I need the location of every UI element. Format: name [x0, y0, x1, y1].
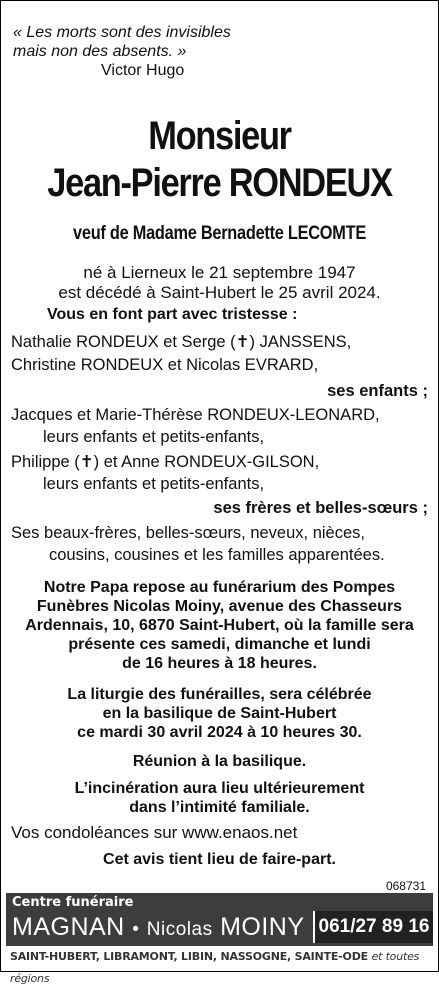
cremation-info [1, 779, 438, 817]
siblings-label: ses frères et belles-sœurs ; [213, 499, 428, 517]
info-line: L’incinération aura lieu ultérieurement [74, 780, 365, 797]
family-line: Ses beaux-frères, belles-sœurs, neveux, nièces, [11, 524, 365, 542]
family-line: Jacques et Marie-Thérèse RONDEUX-LEONARD, [11, 406, 380, 424]
widow-of: veuf de Madame Bernadette LECOMTE [73, 223, 366, 244]
announcement: Vous en font part avec tristesse : [47, 306, 298, 323]
info-line: ce mardi 30 avril 2024 à 10 heures 30. [77, 724, 362, 741]
family-line: Christine RONDEUX et Nicolas EVRARD, [11, 356, 319, 374]
name-part: Nicolas [146, 919, 213, 940]
quote-line: mais non des absents. » [13, 43, 187, 60]
info-line: en la basilique de Saint-Hubert [102, 705, 337, 722]
quote-line: « Les morts sont des invisibles [13, 24, 231, 41]
locations-line [6, 946, 433, 985]
info-line: La liturgie des funérailles, sera célébrée [67, 686, 372, 703]
family-line: leurs enfants et petits-enfants, [43, 475, 265, 493]
phone-number: 061/27 89 16 [313, 911, 433, 943]
children-label: ses enfants ; [327, 382, 428, 400]
funeral-home-name [12, 913, 305, 942]
family-line: leurs enfants et petits-enfants, [43, 428, 265, 446]
viewing-info [1, 578, 438, 673]
quote-author: Victor Hugo [101, 62, 185, 79]
deceased-heading [32, 113, 408, 207]
info-line: Notre Papa repose au funérarium des Pompes [43, 579, 396, 596]
meeting-info: Réunion à la basilique. [132, 753, 307, 770]
family-line: cousins, cousines et les familles apparentées. [49, 546, 385, 564]
family-line: Philippe (✝) et Anne RONDEUX-GILSON, [11, 453, 320, 471]
name-part: MAGNAN [12, 913, 125, 941]
info-line: de 16 heures à 18 heures. [122, 655, 317, 672]
info-line: Ardennais, 10, 6870 Saint-Hubert, où la famille sera [25, 617, 414, 634]
info-line: Funèbres Nicolas Moiny, avenue des Chasseurs [36, 598, 403, 615]
name-part: MOINY [220, 913, 305, 941]
bullet-separator: • [132, 919, 140, 940]
funeral-home-label: Centre funéraire [12, 895, 134, 910]
deceased-name: Jean-Pierre RONDEUX [47, 161, 392, 205]
family-line: Nathalie RONDEUX et Serge (✝) JANSSENS, [11, 333, 352, 351]
funeral-home-banner [6, 893, 433, 985]
condolences-line: Vos condoléances sur www.enaos.net [11, 823, 298, 842]
birth-line: né à Lierneux le 21 septembre 1947 [83, 263, 356, 282]
death-line: est décédé à Saint-Hubert le 25 avril 2024. [58, 283, 381, 302]
life-dates [1, 263, 438, 303]
locations: SAINT-HUBERT, LIBRAMONT, LIBIN, NASSOGNE, SAINTE-ODE [10, 950, 368, 963]
notice-code: 068731 [385, 879, 426, 893]
faire-part-note: Cet avis tient lieu de faire-part. [103, 851, 336, 868]
locations-suffix: et toutes régions [10, 950, 420, 985]
info-line: dans l’intimité familiale. [129, 799, 310, 816]
ceremony-info [1, 685, 438, 742]
epigraph-quote [13, 23, 231, 80]
deceased-title: Monsieur [148, 114, 291, 158]
info-line: présente ces samedi, dimanche et lundi [68, 636, 371, 653]
